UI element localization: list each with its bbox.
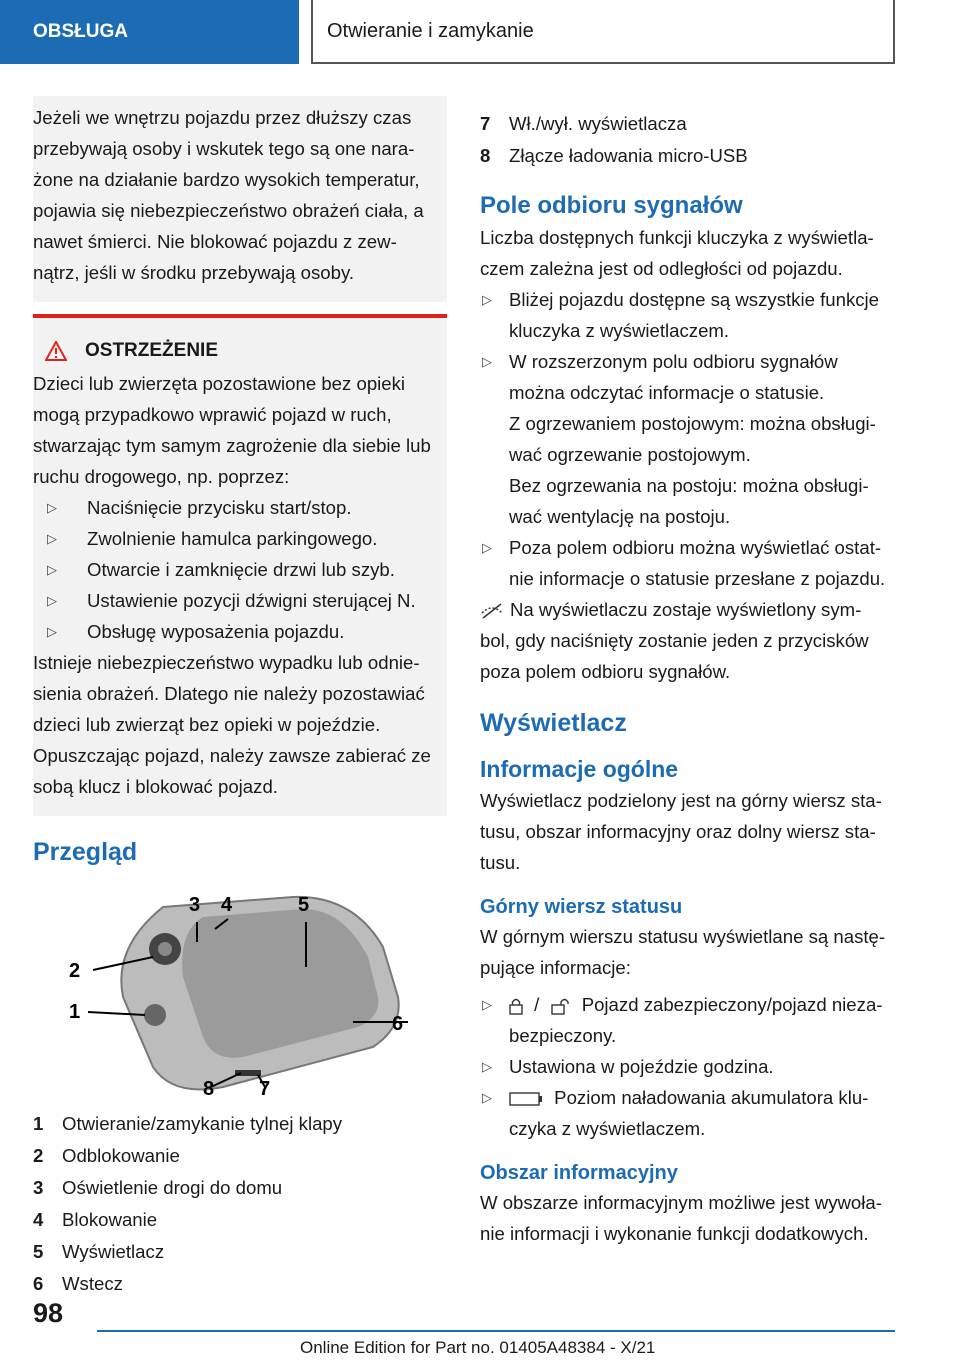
bullet-triangle-icon: ▷ (482, 997, 492, 1012)
bullet-triangle-icon: ▷ (482, 1090, 492, 1105)
warning-line: mogą przypadkowo wprawić pojazd w ruch, (33, 404, 392, 425)
bullet-triangle-icon: ▷ (482, 540, 492, 555)
footer-divider (97, 1330, 895, 1332)
lock-open-icon (551, 997, 571, 1015)
top-intro-line: pujące informacje: (480, 957, 631, 978)
info-line: nie informacji i wykonanie funkcji dodatkowych. (480, 1223, 869, 1244)
general-heading: Informacje ogólne (480, 756, 679, 782)
page-number: 98 (33, 1298, 64, 1328)
warning-title: OSTRZEŻENIE (85, 340, 219, 361)
range-intro-line: czem zależna jest od odległości od pojazdu. (480, 258, 843, 279)
legend-item: 1 Otwieranie/zamykanie tylnej klapy (33, 1113, 343, 1134)
warning-box-heat (33, 96, 447, 302)
bullet-triangle-icon: ▷ (47, 624, 57, 639)
warning-heat-line: nątrz, jeśli w środku przebywają osoby. (33, 262, 355, 283)
bullet-item: ▷ Obsługę wyposażenia pojazdu. (33, 616, 447, 647)
chapter-title-text: Otwieranie i zamykanie (327, 19, 534, 42)
warning-line: sobą klucz i blokować pojazd. (33, 776, 278, 797)
warning-line: Opuszczając pojazd, należy zawsze zabierać ze (33, 745, 431, 766)
chapter-title (311, 0, 895, 64)
legend-item: 2 Odblokowanie (33, 1145, 180, 1166)
bullet-item: ▷ Poziom naładowania akumulatora klu- czyka z wyświetlaczem. (480, 1082, 900, 1144)
callout-label: 8 (203, 1078, 215, 1097)
bullet-triangle-icon: ▷ (47, 500, 57, 515)
legend-item: 8 Złącze ładowania micro-USB (480, 145, 748, 166)
legend-item: 6 Wstecz (33, 1273, 123, 1294)
warning-line: sienia obrażeń. Dlatego nie należy pozostawiać (33, 683, 425, 704)
warning-line: stwarzając tym samym zagrożenie dla siebie lub (33, 435, 431, 456)
bullet-item: ▷ Ustawienie pozycji dźwigni sterującej N. (33, 585, 447, 616)
warning-box-children (33, 314, 447, 816)
callout-label: 7 (259, 1078, 271, 1097)
bullet-triangle-icon: ▷ (47, 562, 57, 577)
bullet-item: ▷ Otwarcie i zamknięcie drzwi lub szyb. (33, 554, 447, 585)
legend-item: 5 Wyświetlacz (33, 1241, 165, 1262)
battery-icon (509, 1092, 543, 1106)
key-figure (53, 887, 413, 1097)
general-line: tusu. (480, 852, 521, 873)
bullet-item: ▷ Naciśnięcie przycisku start/stop. (33, 492, 447, 523)
key-button-inner (158, 942, 172, 956)
warning-line: dzieci lub zwierząt bez opieki w pojeździe. (33, 714, 381, 735)
general-line: tusu, obszar informacyjny oraz dolny wiersz sta- (480, 821, 876, 842)
left-column (33, 96, 447, 1300)
warning-heat-line: Jeżeli we wnętrzu pojazdu przez dłuższy czas (33, 107, 412, 128)
callout-label: 2 (69, 960, 81, 982)
bullet-triangle-icon: ▷ (47, 531, 57, 546)
no-signal-icon (480, 603, 504, 619)
callout-label: 3 (189, 894, 201, 916)
bullet-item: ▷ Bliżej pojazdu dostępne są wszystkie funkcje kluczyka z wyświetlaczem. (480, 284, 900, 346)
sub-paragraph: Z ogrzewaniem postojowym: można obsługi- wać ogrzewanie postojowym. Bez ogrzewania na postoju: można obsługi- wać wentylację na postoju. (509, 413, 876, 527)
lock-closed-icon (509, 997, 523, 1015)
info-line: W obszarze informacyjnym możliwe jest wywoła- (480, 1192, 882, 1213)
right-column (480, 108, 900, 1249)
section-tab (0, 0, 299, 64)
footer-edition: Online Edition for Part no. 01405A48384 - X/21 (300, 1338, 656, 1357)
warning-heading (33, 340, 447, 362)
warning-line: Dzieci lub zwierzęta pozostawione bez opieki (33, 373, 406, 394)
range-note-line: poza polem odbioru sygnałów. (480, 661, 731, 682)
legend-item: 4 Blokowanie (33, 1209, 158, 1230)
warning-triangle-icon (45, 341, 67, 361)
bullet-item: ▷ Zwolnienie hamulca parkingowego. (33, 523, 447, 554)
range-intro-line: Liczba dostępnych funkcji kluczyka z wyświetla- (480, 227, 874, 248)
bullet-triangle-icon: ▷ (47, 593, 57, 608)
legend-item: 7 Wł./wył. wyświetlacza (480, 113, 687, 134)
callout-label: 6 (392, 1013, 404, 1035)
bullet-item: ▷ Poza polem odbioru można wyświetlać ostat- nie informacje o statusie przesłane z pojazdu. (480, 532, 900, 594)
info-area-heading: Obszar informacyjny (480, 1162, 678, 1184)
warning-heat-line: żone na działanie bardzo wysokich temperatur, (33, 169, 420, 190)
warning-line: Istnieje niebezpieczeństwo wypadku lub odnie- (33, 652, 420, 673)
display-heading: Wyświetlacz (480, 709, 627, 737)
top-status-heading: Górny wiersz statusu (480, 896, 683, 918)
general-line: Wyświetlacz podzielony jest na górny wiersz sta- (480, 790, 882, 811)
key-tailgate-button (144, 1004, 166, 1026)
bullet-triangle-icon: ▷ (482, 292, 492, 307)
section-label: OBSŁUGA (33, 21, 128, 42)
bullet-triangle-icon: ▷ (482, 1059, 492, 1074)
bullet-item: ▷ Ustawiona w pojeździe godzina. (480, 1051, 900, 1082)
bullet-triangle-icon: ▷ (482, 354, 492, 369)
callout-label: 4 (221, 894, 233, 916)
range-note-line: bol, gdy naciśnięty zostanie jeden z przycisków (480, 630, 869, 651)
warning-heat-line: nawet śmierci. Nie blokować pojazdu z zew- (33, 231, 397, 252)
bullet-item: ▷ W rozszerzonym polu odbioru sygnałów można odczytać informacje o statusie. (480, 346, 900, 408)
warning-heat-line: przebywają osoby i wskutek tego są one nara- (33, 138, 415, 159)
warning-heat-line: pojawia się niebezpieczeństwo obrażeń ciała, a (33, 200, 424, 221)
legend-item: 3 Oświetlenie drogi do domu (33, 1177, 283, 1198)
overview-heading: Przegląd (33, 838, 138, 866)
top-intro-line: W górnym wierszu statusu wyświetlane są nastę- (480, 926, 886, 947)
callout-label: 5 (298, 894, 310, 916)
callout-label: 1 (69, 1001, 81, 1023)
warning-line: ruchu drogowego, np. poprzez: (33, 466, 290, 487)
range-note: Na wyświetlaczu zostaje wyświetlony sym- (480, 594, 900, 625)
legend-list (33, 1108, 447, 1300)
bullet-item: ▷ / Pojazd zabezpieczony/pojazd nieza- bezpieczony. (480, 989, 900, 1051)
range-heading: Pole odbioru sygnałów (480, 192, 743, 219)
